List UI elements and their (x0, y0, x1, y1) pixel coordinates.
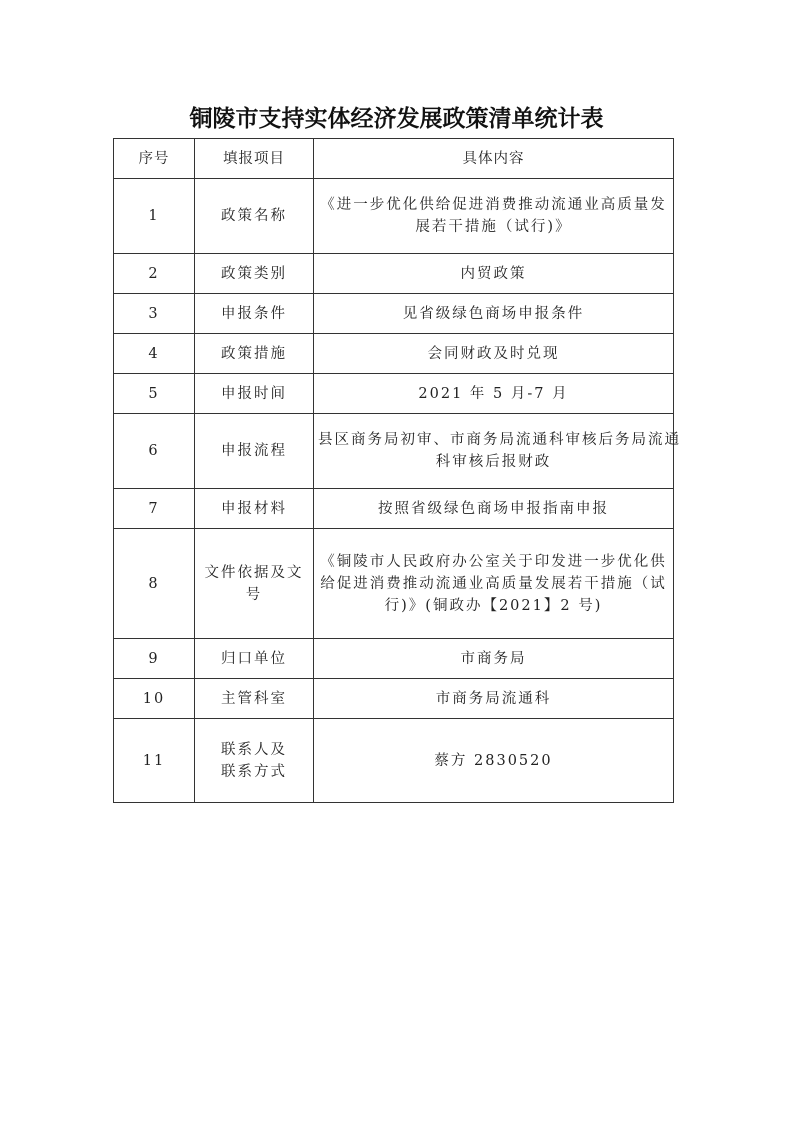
row-content-line: 《铜陵市人民政府办公室关于印发进一步优化供 (320, 553, 667, 570)
table-row (114, 334, 674, 374)
row-number: 6 (114, 414, 195, 489)
row-content-line: 会同财政及时兑现 (427, 345, 560, 362)
row-item (195, 489, 314, 529)
table-row (114, 414, 674, 489)
row-item-line: 申报时间 (221, 385, 287, 402)
header-item: 填报项目 (195, 139, 314, 179)
table-row (114, 719, 674, 803)
row-content (314, 374, 674, 414)
row-content (314, 414, 681, 489)
row-number: 10 (114, 679, 195, 719)
row-item-line: 政策名称 (221, 208, 287, 224)
row-number: 5 (114, 374, 195, 414)
row-content (314, 529, 674, 639)
row-content-line: 给促进消费推动流通业高质量发展若干措施（试 (320, 575, 667, 592)
policy-table (113, 138, 681, 803)
row-content-line: 内贸政策 (460, 265, 527, 282)
row-item-line: 联系人及 (221, 741, 287, 758)
row-item-line: 申报材料 (221, 500, 287, 517)
row-content-line: 县区商务局初审、市商务局流通科审核后务局流通 (318, 432, 681, 448)
row-item (195, 719, 314, 803)
row-content (314, 254, 674, 294)
row-content-line: 按照省级绿色商场申报指南申报 (378, 500, 609, 517)
row-number: 1 (114, 179, 195, 254)
table-row (114, 529, 674, 639)
table-row (114, 179, 674, 254)
row-item-line: 号 (245, 586, 263, 603)
row-item (195, 639, 314, 679)
row-content-line: 市商务局流通科 (435, 690, 552, 707)
row-item (195, 334, 314, 374)
table-row (114, 374, 674, 414)
row-content-line: 蔡方 2830520 (434, 752, 553, 769)
row-content-line: 《进一步优化供给促进消费推动流通业高质量发 (320, 197, 667, 213)
row-number: 9 (114, 639, 195, 679)
row-item-line: 政策类别 (221, 265, 287, 282)
row-item-line: 申报流程 (221, 443, 287, 459)
row-content (314, 679, 674, 719)
row-content (314, 334, 674, 374)
row-item-line: 政策措施 (221, 345, 287, 362)
row-item-line: 主管科室 (221, 690, 287, 707)
table-row (114, 294, 674, 334)
table-row (114, 254, 674, 294)
row-item-line: 申报条件 (221, 305, 287, 322)
header-no: 序号 (114, 139, 195, 179)
row-item (195, 374, 314, 414)
row-number: 8 (114, 529, 195, 639)
row-content (314, 294, 674, 334)
row-content (314, 489, 674, 529)
row-content-line: 科审核后报财政 (435, 454, 552, 470)
row-item (195, 179, 314, 254)
row-content (314, 639, 674, 679)
row-content-line: 行)》(铜政办【2021】2 号) (384, 597, 603, 614)
row-number: 7 (114, 489, 195, 529)
row-item (195, 679, 314, 719)
row-content (314, 719, 674, 803)
row-item (195, 414, 314, 489)
table-row (114, 679, 674, 719)
row-item-line: 归口单位 (221, 650, 287, 667)
row-number: 11 (114, 719, 195, 803)
row-content-line: 2021 年 5 月-7 月 (418, 385, 569, 402)
header-content: 具体内容 (314, 139, 674, 179)
table-header-row (114, 139, 674, 179)
table-row (114, 489, 674, 529)
row-number: 2 (114, 254, 195, 294)
row-number: 3 (114, 294, 195, 334)
row-content-line: 见省级绿色商场申报条件 (402, 305, 585, 322)
row-item (195, 529, 314, 639)
table-row (114, 639, 674, 679)
row-item (195, 254, 314, 294)
row-content (314, 179, 674, 254)
row-item (195, 294, 314, 334)
row-content-line: 市商务局 (460, 650, 527, 667)
row-item-line: 文件依据及文 (204, 564, 304, 581)
row-number: 4 (114, 334, 195, 374)
row-content-line: 展若干措施（试行)》 (415, 219, 572, 235)
row-item-line: 联系方式 (221, 763, 287, 780)
page-title: 铜陵市支持实体经济发展政策清单统计表 (189, 105, 604, 132)
